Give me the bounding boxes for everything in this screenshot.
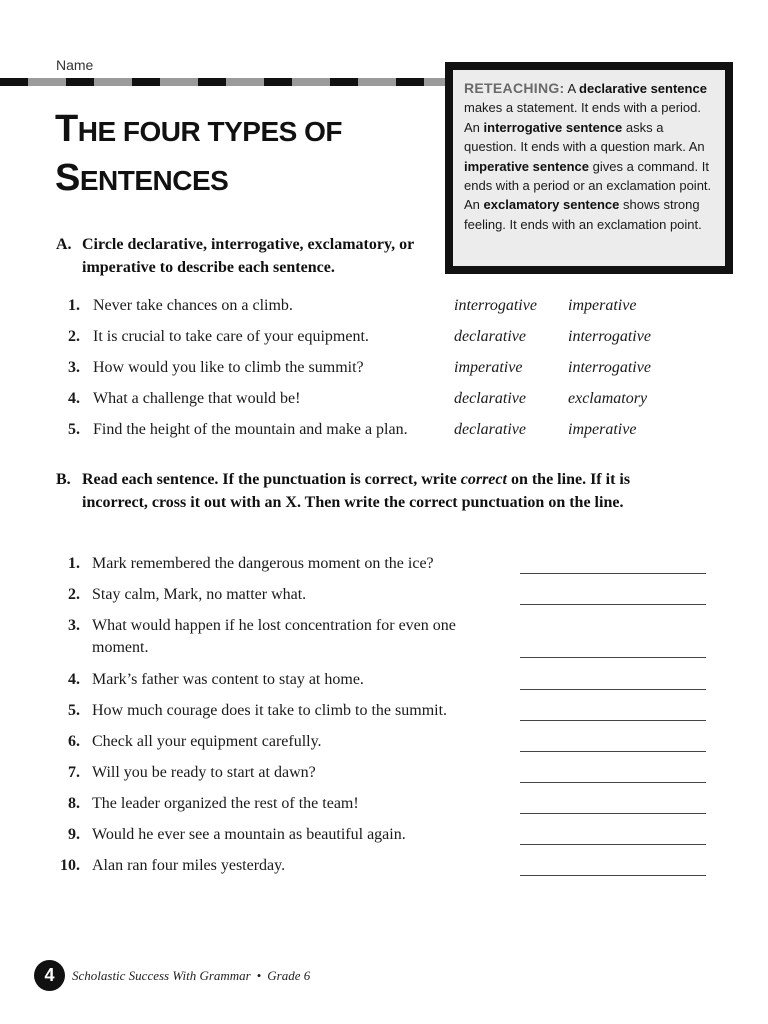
choice-option[interactable]: imperative xyxy=(454,359,523,376)
section-b-instruction xyxy=(56,468,656,514)
choice-option[interactable]: interrogative xyxy=(568,359,651,376)
item-sentence: Check all your equipment carefully. xyxy=(92,733,322,750)
item-number: 5. xyxy=(68,702,80,719)
item-number: 1. xyxy=(68,297,80,314)
item-sentence: Mark remembered the dangerous moment on the ice? xyxy=(92,555,434,572)
list-item xyxy=(0,297,768,321)
item-sentence: What a challenge that would be! xyxy=(93,390,301,407)
choice-option[interactable]: imperative xyxy=(568,297,637,314)
item-number: 8. xyxy=(68,795,80,812)
item-number: 6. xyxy=(68,733,80,750)
section-a-instruction xyxy=(56,233,436,279)
answer-line[interactable] xyxy=(520,844,706,845)
item-number: 3. xyxy=(68,359,80,376)
page-number: 4 xyxy=(34,960,65,991)
choice-option[interactable]: interrogative xyxy=(568,328,651,345)
answer-line[interactable] xyxy=(520,782,706,783)
page-title xyxy=(55,106,342,204)
reteaching-text-4: gives a command. It ends with a period or an exclamation point. An xyxy=(464,158,712,213)
list-item xyxy=(0,421,768,445)
answer-line[interactable] xyxy=(520,720,706,721)
answer-line[interactable] xyxy=(520,573,706,574)
list-item xyxy=(0,328,768,352)
list-item xyxy=(0,390,768,414)
item-number: 4. xyxy=(68,671,80,688)
item-sentence: Would he ever see a mountain as beautiful again. xyxy=(92,826,406,843)
choice-option[interactable]: declarative xyxy=(454,421,526,438)
grade-label: Grade 6 xyxy=(267,968,311,983)
item-sentence: Mark’s father was content to stay at home. xyxy=(92,671,364,688)
item-sentence: The leader organized the rest of the team! xyxy=(92,795,359,812)
term-exclamatory: exclamatory sentence xyxy=(483,197,620,213)
reteaching-text-1: A xyxy=(567,81,576,96)
section-b-instruction-text xyxy=(56,468,656,514)
choice-option[interactable]: interrogative xyxy=(454,297,537,314)
answer-line[interactable] xyxy=(520,875,706,876)
reteaching-text-3: asks a question. It ends with a question mark. An xyxy=(464,119,705,155)
item-number: 2. xyxy=(68,586,80,603)
title-line-1: THE FOUR TYPES OF xyxy=(55,108,342,150)
item-sentence: It is crucial to take care of your equipment. xyxy=(93,328,369,345)
name-label: Name xyxy=(56,57,94,73)
item-number: 5. xyxy=(68,421,80,438)
item-number: 4. xyxy=(68,390,80,407)
choice-option[interactable]: declarative xyxy=(454,390,526,407)
dashed-divider xyxy=(0,78,460,86)
item-sentence: How much courage does it take to climb to the summit. xyxy=(92,702,448,719)
item-sentence: Will you be ready to start at dawn? xyxy=(92,764,316,781)
item-number: 10. xyxy=(60,857,80,874)
reteaching-text xyxy=(453,70,725,266)
choice-option[interactable]: exclamatory xyxy=(568,390,648,407)
reteaching-label: RETEACHING: xyxy=(464,80,565,96)
footer-text xyxy=(72,968,310,984)
answer-line[interactable] xyxy=(520,657,706,658)
item-number: 2. xyxy=(68,328,80,345)
reteaching-text-5: shows strong feeling. It ends with an exclamation point. xyxy=(464,197,702,232)
section-b-letter: B. xyxy=(56,471,71,488)
instruction-part-1: Read each sentence. If the punctuation is correct, write xyxy=(82,471,457,488)
item-number: 9. xyxy=(68,826,80,843)
item-sentence: Find the height of the mountain and make a plan. xyxy=(93,421,408,438)
book-title: Scholastic Success With Grammar xyxy=(72,968,251,983)
choice-option[interactable]: imperative xyxy=(568,421,637,438)
list-item xyxy=(0,359,768,383)
item-number: 7. xyxy=(68,764,80,781)
term-imperative: imperative sentence xyxy=(464,158,590,174)
reteaching-text-2: makes a statement. It ends with a period. An xyxy=(464,100,702,135)
instruction-part-2: on the line. If it is incorrect, cross it out with an X. Then write the correct punctuation on the line. xyxy=(82,471,631,511)
item-sentence: What would happen if he lost concentration for even one moment. xyxy=(92,617,456,656)
item-sentence: How would you like to climb the summit? xyxy=(93,359,364,376)
item-sentence: Never take chances on a climb. xyxy=(93,297,293,314)
item-sentence: Alan ran four miles yesterday. xyxy=(92,857,286,874)
instruction-emphasis: correct xyxy=(460,471,507,488)
choice-option[interactable]: declarative xyxy=(454,328,526,345)
section-a-letter: A. xyxy=(56,236,72,253)
answer-line[interactable] xyxy=(520,751,706,752)
item-sentence: Stay calm, Mark, no matter what. xyxy=(92,586,307,603)
item-number: 3. xyxy=(68,617,80,634)
section-a-instruction-text: Circle declarative, interrogative, exclamatory, or imperative to describe each sentence. xyxy=(82,236,414,276)
title-line-2: SENTENCES xyxy=(55,157,229,199)
term-interrogative: interrogative sentence xyxy=(483,119,623,135)
answer-line[interactable] xyxy=(520,604,706,605)
answer-line[interactable] xyxy=(520,689,706,690)
term-declarative: declarative sentence xyxy=(579,81,707,96)
bullet-separator: • xyxy=(256,968,262,983)
answer-line[interactable] xyxy=(520,813,706,814)
item-number: 1. xyxy=(68,555,80,572)
reteaching-box xyxy=(445,62,733,274)
